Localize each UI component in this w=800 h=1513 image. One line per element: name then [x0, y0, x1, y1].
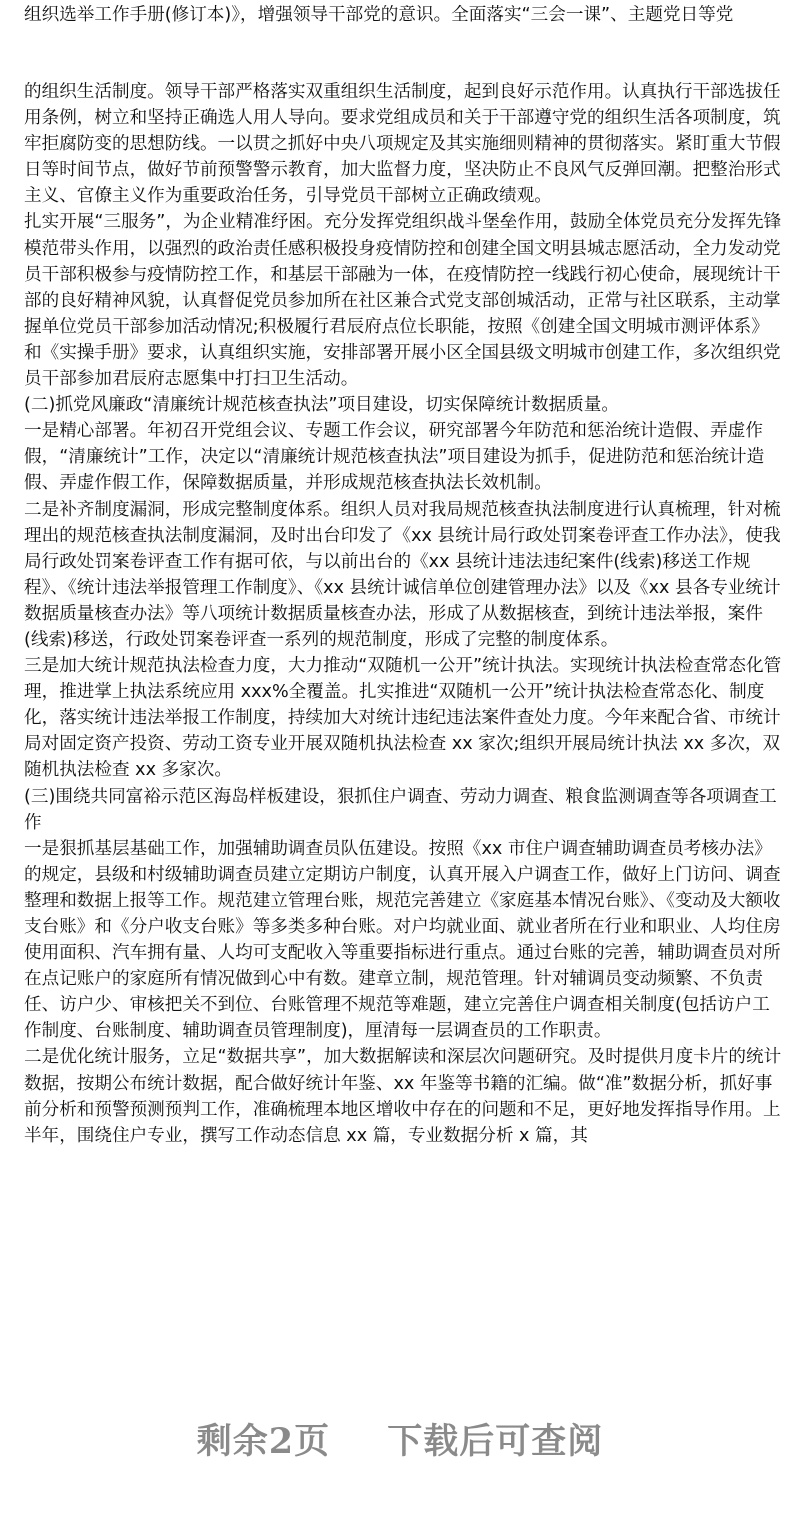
document-top-line: 组织选举工作手册(修订本)》，增强领导干部党的意识。全面落实“三会一课”、主题党日等党: [24, 5, 734, 25]
remaining-pages-label: 剩余2页: [196, 1421, 331, 1462]
document-body: [24, 79, 784, 1149]
paragraph-2: 扎实开展“三服务”，为企业精准纾困。充分发挥党组织战斗堡垒作用，鼓励全体党员充分发挥先锋模范带头作用，以强烈的政治责任感积极投身疫情防控和创建全国文明县城志愿活动，全力发动党员干部积极参与疫情防控工作，和基层干部融为一体，在疫情防控一线践行初心使命，展现统计干部的良好精神风貌，认真督促党员参加所在社区兼合式党支部创城活动，正常与社区联系，主动掌握单位党员干部参加活动情况;积极履行君辰府点位长职能，按照《创建全国文明城市测评体系》和《实操手册》要求，认真组织实施，安排部署开展小区全国县级文明城市创建工作，多次组织党员干部参加君辰府志愿集中打扫卫生活动。: [24, 212, 782, 390]
paragraph-8: 一是狠抓基层基础工作，加强辅助调查员队伍建设。按照《xx 市住户调查辅助调查员考核办法》的规定，县级和村级辅助调查员建立定期访户制度，认真开展入户调查工作，做好上门访问、调查整理和数据上报等工作。规范建立管理台账，规范完善建立《家庭基本情况台账》、《变动及大额收支台账》和《分户收支台账》等多类多种台账。对户均就业面、就业者所在行业和职业、人均住房使用面积、汽车拥有量、人均可支配收入等重要指标进行重点。通过台账的完善，辅助调查员对所在点记账户的家庭所有情况做到心中有数。建章立制，规范管理。针对辅调员变动频繁、不负责任、访户少、审核把关不到位、台账管理不规范等难题，建立完善住户调查相关制度(包括访户工作制度、台账制度、辅助调查员管理制度)，厘清每一层调查员的工作职责。: [24, 838, 781, 1042]
download-prompt[interactable]: [0, 1414, 800, 1464]
paragraph-6: 三是加大统计规范执法检查力度，大力推动“双随机一公开”统计执法。实现统计执法检查常态化管理，推进掌上执法系统应用 xxx%全覆盖。扎实推进“双随机一公开”统计执法检查常态化、制度化，落实统计违法举报工作制度，持续加大对统计违纪违法案件查处力度。今年来配合省、市统计局对固定资产投资、劳动工资专业开展双随机执法检查 xx 家次;组织开展局统计执法 xx 多次，双随机执法检查 xx 多家次。: [24, 656, 782, 781]
download-to-view-label: 下载后可查阅: [387, 1421, 604, 1462]
paragraph-9: 二是优化统计服务，立足“数据共享”，加大数据解读和深层次问题研究。及时提供月度卡片的统计数据，按期公布统计数据，配合做好统计年鉴、xx 年鉴等书籍的汇编。做“准”数据分析，抓好事前分析和预警预测预判工作，准确梳理本地区增收中存在的问题和不足，更好地发挥指导作用。上半年，围绕住户专业，撰写工作动态信息 xx 篇，专业数据分析 x 篇，其: [24, 1047, 782, 1146]
paragraph-7: (三)围绕共同富裕示范区海岛样板建设，狠抓住户调查、劳动力调查、粮食监测调查等各项调查工作: [24, 786, 777, 833]
paragraph-3: (二)抓党风廉政“清廉统计规范核查执法”项目建设，切实保障统计数据质量。: [24, 395, 619, 416]
paragraph-5: 二是补齐制度漏洞，形成完整制度体系。组织人员对我局规范核查执法制度进行认真梳理，针对梳理出的规范核查执法制度漏洞，及时出台印发了《xx 县统计局行政处罚案卷评查工作办法》，使我局行政处罚案卷评查工作有据可依，与以前出台的《xx 县统计违法违纪案件(线索)移送工作规程》、《统计违法举报管理工作制度》、《xx 县统计诚信单位创建管理办法》以及《xx 县各专业统计数据质量核查办法》等八项统计数据质量核查办法，形成了从数据核查，到统计违法举报，案件(线索)移送，行政处罚案卷评查一系列的规范制度，形成了完整的制度体系。: [24, 499, 781, 650]
paragraph-4: 一是精心部署。年初召开党组会议、专题工作会议，研究部署今年防范和惩治统计造假、弄虚作假，“清廉统计”工作，决定以“清廉统计规范核查执法”项目建设为抓手，促进防范和惩治统计造假、弄虚作假工作，保障数据质量，并形成规范核查执法长效机制。: [24, 421, 765, 494]
paragraph-1: 的组织生活制度。领导干部严格落实双重组织生活制度，起到良好示范作用。认真执行干部选拔任用条例，树立和坚持正确选人用人导向。要求党组成员和关于干部遵守党的组织生活各项制度，筑牢拒腐防变的思想防线。一以贯之抓好中央八项规定及其实施细则精神的贯彻落实。紧盯重大节假日等时间节点，做好节前预警警示教育，加大监督力度，坚决防止不良风气反弹回潮。把整治形式主义、官僚主义作为重要政治任务，引导党员干部树立正确政绩观。: [24, 82, 781, 207]
